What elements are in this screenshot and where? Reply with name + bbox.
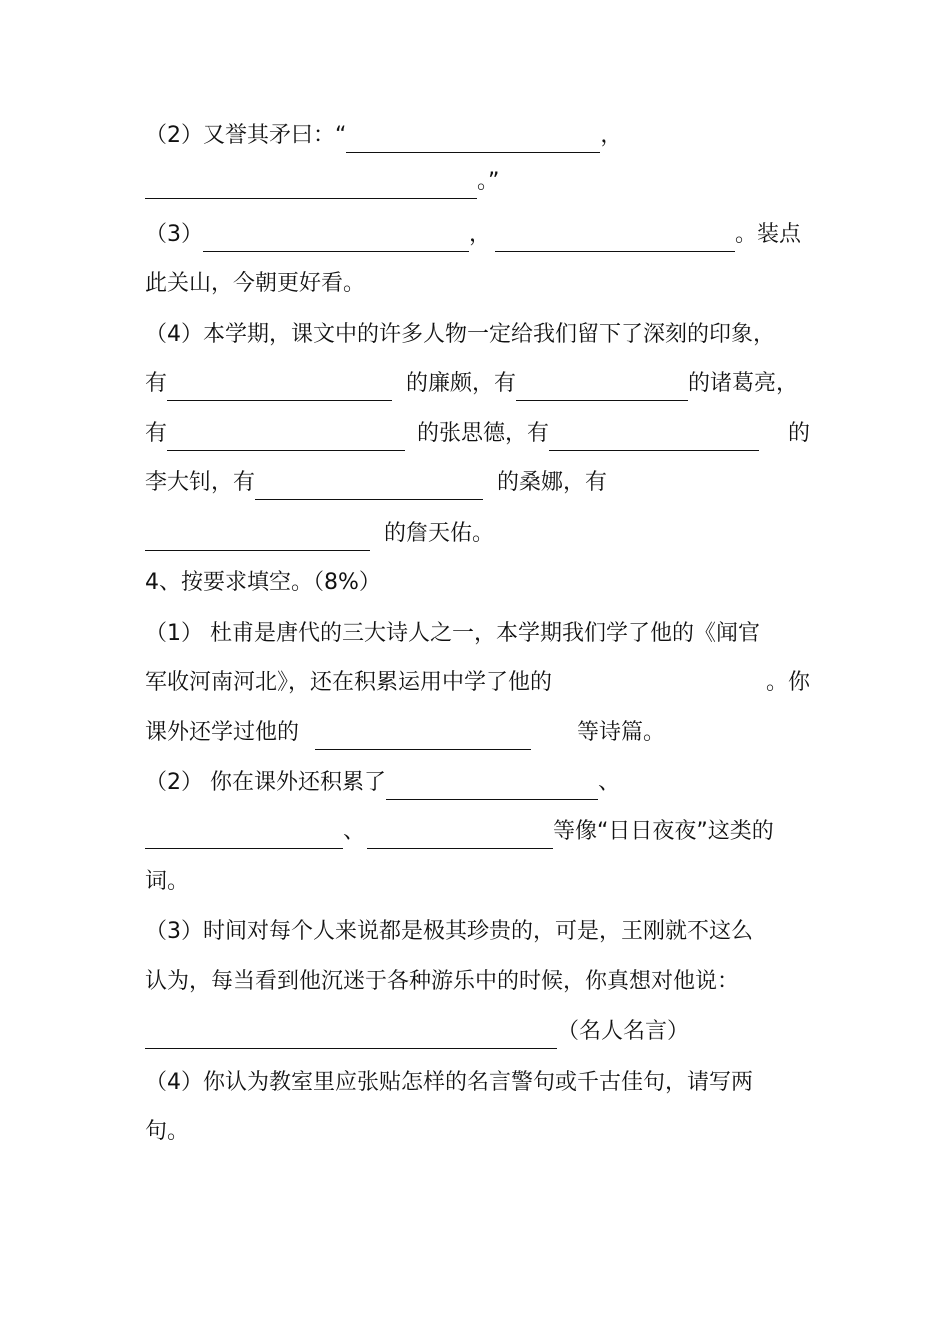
q4-item2-text: （2） 你在课外还积累了	[145, 770, 386, 795]
answer-blank[interactable]	[367, 822, 553, 849]
famous-quote-note: （名人名言）	[557, 1019, 690, 1044]
q4-item1-line2	[145, 666, 810, 700]
answer-blank[interactable]	[386, 773, 598, 800]
q4-heading: 4、按要求填空。（8%）	[145, 570, 381, 595]
q3-item2-text: （2）又誉其矛曰：“	[145, 123, 347, 148]
q4-item1-text: 等诗篇。	[577, 720, 666, 745]
q3-item3-line1	[145, 218, 810, 252]
q4-item1-line1: （1） 杜甫是唐代的三大诗人之一，本学期我们学了他的《闻官	[145, 621, 760, 646]
you-text: 有	[145, 371, 168, 396]
li-text: 李大钊，有	[145, 470, 256, 495]
zhang-text: 的张思德，有	[417, 421, 550, 446]
q3-item2-line1	[145, 119, 810, 153]
answer-blank[interactable]	[346, 126, 600, 153]
answer-blank[interactable]	[145, 1022, 557, 1049]
q4-item4-line1: （4）你认为教室里应张贴怎样的名言警句或千古佳句，请写两	[145, 1070, 753, 1095]
q3-item3-text: 。装点	[735, 222, 802, 247]
answer-blank[interactable]	[549, 424, 759, 451]
answer-blank[interactable]	[167, 374, 392, 401]
answer-blank[interactable]	[145, 524, 370, 551]
q4-item2-text: 等像“日日夜夜”这类的	[553, 819, 774, 844]
q3-item4-line4	[145, 466, 810, 500]
zhan-text: 的詹天佑。	[384, 521, 495, 546]
q3-item4-line3	[145, 417, 810, 451]
q4-item3-line3	[145, 1015, 810, 1049]
q3-item3-line2	[145, 267, 810, 301]
q4-item1-text: 军收河南河北》，还在积累运用中学了他的	[145, 670, 553, 695]
answer-blank[interactable]	[315, 723, 531, 750]
zhuge-text: 的诸葛亮，	[688, 371, 799, 396]
dunhao-text: 、	[343, 819, 366, 844]
q4-item1-text: 课外还学过他的	[145, 720, 300, 745]
de-text: 的	[787, 421, 810, 446]
q4-item2-line2	[145, 815, 810, 849]
answer-blank[interactable]	[255, 473, 483, 500]
lianpo-text: 的廉颇，有	[406, 371, 517, 396]
q3-item3-text: 此关山，今朝更好看。	[145, 271, 366, 296]
answer-blank[interactable]	[145, 822, 343, 849]
q3-item2-line2	[145, 165, 810, 199]
q4-item2-line1	[145, 766, 810, 800]
q4-item4-line2: 句。	[145, 1119, 190, 1144]
dunhao-text: 、	[598, 770, 621, 795]
answer-blank[interactable]	[167, 424, 405, 451]
period-text: 。”	[477, 169, 500, 194]
q3-item4-line2	[145, 367, 810, 401]
q4-item1-text: 。你	[765, 670, 810, 695]
comma-text: ，	[600, 123, 623, 148]
q3-item4-line1: （4）本学期，课文中的许多人物一定给我们留下了深刻的印象，	[145, 322, 775, 347]
sang-text: 的桑娜，有	[497, 470, 608, 495]
you-text: 有	[145, 421, 168, 446]
q4-item1-line3	[145, 716, 810, 750]
q4-item2-line3: 词。	[145, 869, 190, 894]
q4-item3-line1: （3）时间对每个人来说都是极其珍贵的，可是，王刚就不这么	[145, 919, 753, 944]
answer-blank[interactable]	[495, 225, 735, 252]
q3-item3-number: （3）	[145, 222, 203, 247]
q4-item3-line2: 认为，每当看到他沉迷于各种游乐中的时候，你真想对他说：	[145, 969, 740, 994]
q3-item4-line5	[145, 517, 810, 551]
answer-blank[interactable]	[516, 374, 688, 401]
answer-blank[interactable]	[145, 172, 477, 199]
answer-blank[interactable]	[203, 225, 469, 252]
comma-text: ，	[469, 222, 492, 247]
